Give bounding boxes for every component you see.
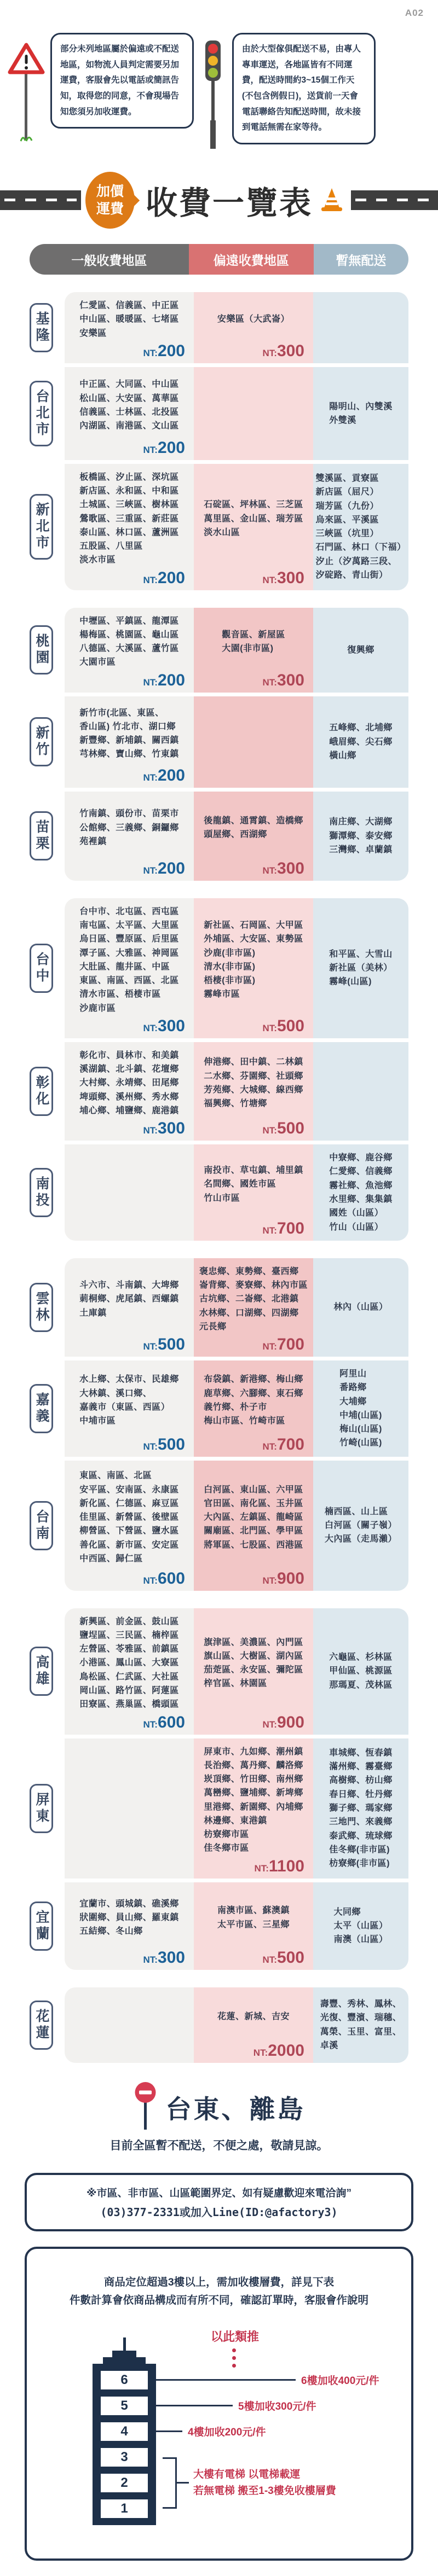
region-label: 新北市 (30, 494, 53, 560)
general-fee-cell-list: 仁愛區、信義區、中正區 中山區、暖暖區、七堵區 安樂區 (79, 301, 179, 338)
remote-fee-cell-list: 南投市、草屯鎮、埔里鎮 名間鄉、國姓市區 竹山市區 (204, 1166, 303, 1203)
no-delivery-cell-list: 陽明山、內雙溪 外雙溪 (329, 402, 393, 425)
general-fee-cell-price: NT:500 (143, 1435, 185, 1453)
general-fee-cell (65, 696, 194, 788)
remote-fee-cell-price: NT:300 (262, 671, 304, 689)
taitung-subtitle: 目前全區暫不配送，不便之處，敬請見諒。 (110, 2139, 328, 2152)
contact-note-box (25, 2173, 413, 2231)
traffic-cone-icon (319, 187, 344, 214)
header-general-area: 一般收費地區 (30, 244, 189, 275)
floor-fee-line1: 商品定位超過3樓以上，需加收樓層費，詳見下表 (103, 2276, 335, 2288)
general-fee-cell (65, 1144, 194, 1241)
elevator-note: 大樓有電梯 以電梯載運 若無電梯 搬至1-3樓免收樓層費 (193, 2468, 336, 2497)
general-fee-cell (65, 1987, 194, 2063)
general-fee-cell-list: 彰化市、員林市、和美鎮 溪湖鎮、北斗鎮、花壇鄉 大村鄉、永靖鄉、田尾鄉 埤頭鄉、溪州鄉、秀水鄉 埔心鄉、埔鹽鄉、鹿港鎮 (79, 1050, 179, 1115)
ellipsis-dots (232, 2348, 236, 2368)
remote-fee-cell (194, 292, 313, 363)
remote-fee-cell (194, 1144, 313, 1241)
remote-fee-cell-list: 屏東市、九如鄉、潮州鎮 長治鄉、萬丹鄉、麟洛鄉 崁頂鄉、竹田鄉、南州鄉 萬巒鄉、鹽埔鄉、新埤鄉 里港鄉、新園鄉、內埔鄉 林邊鄉、東港鎮 枋寮鄉市區 佳冬鄉市區 (204, 1747, 303, 1853)
region-label-cell (30, 1042, 65, 1141)
no-delivery-cell-list: 南庄鄉、大湖鄉 獅潭鄉、泰安鄉 三灣鄉、卓蘭鎮 (329, 817, 393, 854)
floor-4: 4 (101, 2422, 148, 2441)
badge-line1: 加價 (96, 183, 124, 199)
remote-fee-cell (194, 1738, 313, 1879)
general-fee-cell-price: NT:200 (143, 766, 185, 784)
floor-2: 2 (101, 2474, 148, 2492)
general-fee-cell-list: 板橋區、汐止區、深坑區 新店區、永和區、中和區 土城區、三峽區、樹林區 鶯歌區、三重區、新莊區 泰山區、林口區、蘆洲區 五股區、八里區 淡水市區 (79, 472, 179, 565)
no-delivery-cell (313, 898, 408, 1038)
region-label: 花蓮 (30, 2001, 53, 2050)
no-delivery-cell (313, 1608, 408, 1735)
region-row (30, 1042, 408, 1141)
no-entry-sign-icon (133, 2080, 158, 2135)
region-row (30, 1608, 408, 1735)
region-label: 嘉義 (30, 1384, 53, 1433)
floor-fee-box (25, 2247, 413, 2561)
remote-fee-cell-list: 石碇區、坪林區、三芝區 萬里區、金山區、瑞芳區 淡水山區 (204, 500, 303, 537)
remote-fee-cell (194, 1608, 313, 1735)
no-delivery-cell-list: 和平區、大雪山 新社區（美林） 霧峰(山區) (329, 949, 393, 987)
general-fee-cell-price: NT:300 (143, 1119, 185, 1138)
no-delivery-cell-list: 壽豐、秀林、鳳林、 光復、豐濱、瑞穗、 萬榮、玉里、富里、 卓溪 (320, 1999, 402, 2050)
general-fee-cell-price: NT:200 (143, 671, 185, 689)
remote-fee-cell (194, 464, 313, 590)
remote-fee-cell-list: 白河區、東山區、六甲區 官田區、南化區、玉井區 大內區、左鎮區、龍崎區 關廟區、北門區、學甲區 將軍區、七股區、西港區 (204, 1485, 303, 1550)
region-row (30, 1882, 408, 1970)
region-row (30, 1461, 408, 1591)
fee-annotation-5f: 5樓加收300元/件 (156, 2398, 316, 2414)
no-delivery-cell (313, 367, 408, 460)
no-delivery-cell (313, 696, 408, 788)
floor-5: 5 (101, 2397, 148, 2415)
general-fee-cell-list: 新竹市(北區、東區、 香山區) 竹北市、湖口鄉 新豐鄉、新埔鎮、關西鎮 芎林鄉、寶山鄉、竹東鎮 (79, 708, 179, 759)
general-fee-cell-price: NT:200 (143, 341, 185, 360)
no-delivery-cell (313, 608, 408, 693)
region-row (30, 1360, 408, 1457)
floor-3: 3 (101, 2448, 148, 2467)
general-fee-cell-list: 中壢區、平鎮區、龍潭區 楊梅區、桃園區、龜山區 八德區、大溪區、蘆竹區 大園市區 (79, 616, 179, 667)
building-icon (93, 2337, 156, 2525)
region-label: 高雄 (30, 1647, 53, 1696)
region-label-cell (30, 367, 65, 460)
traffic-light-icon (197, 38, 229, 152)
region-row (30, 464, 408, 590)
region-row (30, 292, 408, 363)
general-fee-cell-price: NT:600 (143, 1713, 185, 1731)
no-delivery-cell-list: 復興鄉 (347, 645, 374, 655)
region-label-cell (30, 792, 65, 881)
remote-fee-cell (194, 1042, 313, 1141)
region-label-cell (30, 464, 65, 590)
region-label-cell (30, 1360, 65, 1457)
remote-fee-cell-price: NT:700 (262, 1219, 304, 1237)
general-fee-cell-list: 斗六市、斗南鎮、大埤鄉 莿桐鄉、虎尾鎮、西螺鎮 土庫鎮 (79, 1281, 179, 1318)
header-remote-area: 偏遠收費地區 (189, 244, 314, 275)
general-fee-cell-price: NT:200 (143, 568, 185, 587)
road-graphic-left (0, 190, 81, 210)
region-label: 宜蘭 (30, 1902, 53, 1951)
general-fee-cell-list: 台中市、北屯區、西屯區 南屯區、太平區、大里區 烏日區、豐原區、后里區 潭子區、大雅區、神岡區 大肚區、龍井區、中區 東區、南區、西區、北區 清水市區、梧棲市區 沙鹿市區 (79, 906, 179, 1013)
no-delivery-cell (313, 1738, 408, 1879)
general-fee-cell (65, 1608, 194, 1735)
region-row (30, 1144, 408, 1241)
header-no-delivery: 暫無配送 (314, 244, 408, 275)
fee-table-header (30, 244, 408, 275)
remote-fee-cell-price: NT:700 (262, 1335, 304, 1354)
remote-fee-cell (194, 792, 313, 881)
remote-fee-cell (194, 608, 313, 693)
region-label-cell (30, 1258, 65, 1357)
floor-6: 6 (101, 2371, 148, 2389)
intro-section (0, 0, 438, 152)
region-label: 彰化 (30, 1067, 53, 1116)
remote-fee-cell-list: 南澳市區、蘇澳鎮 太平市區、三星鄉 (217, 1906, 290, 1929)
no-delivery-cell (313, 1882, 408, 1970)
general-fee-cell-list: 新興區、前金區、鼓山區 鹽埕區、三民區、楠梓區 左營區、苓雅區、前鎮區 小港區、鳳山區、大寮區 鳥松區、仁武區、大社區 岡山區、路竹區、阿蓮區 田寮區、燕巢區、橋頭區 (79, 1616, 179, 1709)
general-fee-cell (65, 792, 194, 881)
remote-fee-cell-price: NT:1100 (254, 1857, 304, 1875)
remote-fee-cell (194, 1360, 313, 1457)
general-fee-cell-list: 東區、南區、北區 安平區、安南區、永康區 新化區、仁德區、麻豆區 佳里區、新營區、後壁區 柳營區、下營區、鹽水區 善化區、新市區、安定區 中西區、歸仁區 (79, 1471, 179, 1563)
etc-label: 以此類推 (210, 2329, 259, 2344)
remote-fee-cell-price: NT:900 (262, 1569, 304, 1588)
region-label: 雲林 (30, 1283, 53, 1332)
remote-fee-cell-price: NT:300 (262, 859, 304, 877)
general-fee-cell-list: 水上鄉、太保市、民雄鄉 大林鎮、溪口鄉、 嘉義市（東區、西區） 中埔市區 (79, 1375, 179, 1426)
region-label: 新竹 (30, 717, 53, 766)
general-fee-cell (65, 1360, 194, 1457)
no-delivery-cell (313, 792, 408, 881)
remote-area-note: 部分未列地區屬於偏遠或不配送地區，如物流人員判定需要另加運費，客服會先以電話或簡訊告知，取得您的同意，不會現場告知您須另加收運費。 (50, 33, 194, 129)
delivery-time-note: 由於大型傢俱配送不易，由專人專車運送，各地區皆有不同運費，配送時間約3~15個工作天(不包含例假日)，送貨前一天會電話聯絡告知配送時間，故未接到電話無需在家等待。 (232, 33, 376, 144)
remote-fee-cell-list: 觀音區、新屋區 大園(非市區) (222, 630, 285, 654)
no-delivery-cell (313, 1144, 408, 1241)
no-delivery-cell (313, 1987, 408, 2063)
floor-fee-diagram (38, 2321, 400, 2536)
region-group (30, 292, 408, 590)
fee-table (30, 244, 408, 2063)
bracket-connector (177, 2482, 189, 2484)
remote-fee-cell-price: NT:900 (262, 1713, 304, 1731)
region-group (30, 898, 408, 1241)
general-fee-cell-price: NT:200 (143, 438, 185, 457)
remote-fee-cell-price: NT:2000 (253, 2041, 304, 2060)
general-fee-cell-list: 宜蘭市、頭城鎮、礁溪鄉 狀圍鄉、員山鄉、羅東鎮 五結鄉、冬山鄉 (79, 1899, 179, 1937)
region-label-cell (30, 292, 65, 363)
general-fee-cell (65, 1042, 194, 1141)
remote-fee-cell-list: 後龍鎮、通霄鎮、造橋鄉 頭屋鄉、西湖鄉 (204, 816, 303, 840)
no-delivery-cell-list: 中寮鄉、鹿谷鄉 仁愛鄉、信義鄉 霧社鄉、魚池鄉 水里鄉、集集鎮 國姓（山區） 竹山（山區） (329, 1153, 393, 1232)
contact-note-line2: (03)377-2331或加入Line(ID:@afactory3) (100, 2205, 338, 2219)
remote-fee-cell (194, 898, 313, 1038)
no-delivery-cell (313, 292, 408, 363)
floor-1: 1 (101, 2499, 148, 2518)
region-label-cell (30, 1738, 65, 1879)
general-fee-cell-list: 竹南鎮、頭份市、苗栗市 公館鄉、三義鄉、銅鑼鄉 苑裡鎮 (79, 809, 179, 846)
remote-fee-cell-price: NT:700 (262, 1435, 304, 1453)
region-group (30, 1987, 408, 2063)
remote-fee-cell-list: 花蓮、新城、吉安 (217, 2012, 290, 2022)
region-row (30, 1258, 408, 1357)
no-delivery-cell (313, 464, 408, 590)
remote-fee-cell-list: 布袋鎮、新港鄉、梅山鄉 鹿草鄉、六腳鄉、東石鄉 義竹鄉、朴子市 梅山市區、竹崎市區 (204, 1375, 303, 1426)
no-delivery-cell-list: 五峰鄉、北埔鄉 峨眉鄉、尖石鄉 橫山鄉 (329, 723, 393, 760)
badge-line2: 運費 (96, 201, 124, 217)
remote-fee-cell (194, 1882, 313, 1970)
region-label: 南投 (30, 1168, 53, 1217)
region-label-cell (30, 1987, 65, 2063)
no-delivery-cell (313, 1461, 408, 1591)
no-delivery-cell-list: 六龜區、杉林區 甲仙區、桃源區 那瑪夏、茂林區 (329, 1653, 393, 1690)
general-fee-cell-price: NT:300 (143, 1948, 185, 1967)
warning-sign-icon (7, 40, 47, 150)
road-graphic-right (351, 190, 438, 210)
general-fee-cell-price: NT:500 (143, 1335, 185, 1354)
general-fee-cell (65, 898, 194, 1038)
region-label-cell (30, 1144, 65, 1241)
page-code: A02 (405, 8, 424, 18)
general-fee-cell-price: NT:300 (143, 1016, 185, 1035)
region-label: 苗栗 (30, 811, 53, 860)
region-label: 基隆 (30, 303, 53, 352)
general-fee-cell (65, 1461, 194, 1591)
no-delivery-cell (313, 1042, 408, 1141)
general-fee-cell (65, 367, 194, 460)
page-title: 收費一覽表 (146, 185, 313, 221)
fee-table-rows (30, 292, 408, 2063)
remote-fee-cell-price: NT:500 (262, 1016, 304, 1035)
remote-fee-cell-list: 新社區、石岡區、大甲區 外埔區、大安區、東勢區 沙鹿(非市區) 清水(非市區) 梧棲(非市區) 霧峰市區 (204, 920, 303, 999)
region-group (30, 608, 408, 881)
remote-fee-cell (194, 696, 313, 788)
remote-fee-cell-list: 伸港鄉、田中鎮、二林鎮 二水鄉、芬園鄉、社頭鄉 芳苑鄉、大城鄉、線西鄉 福興鄉、竹塘鄉 (204, 1057, 303, 1109)
floor-fee-line2: 件數計算會依商品構成而有所不同，確認訂單時，客服會作說明 (69, 2294, 368, 2306)
no-delivery-cell-list: 楠西區、山上區 白河區（關子嶺） 大內區（走馬瀨） (324, 1507, 397, 1544)
fee-annotation-4f: 4樓加收200元/件 (156, 2423, 266, 2440)
remote-fee-cell-price: NT:500 (262, 1119, 304, 1138)
remote-fee-cell-list: 旗津區、美濃區、內門區 旗山區、大樹區、湖內區 茄萣區、永安區、彌陀區 梓官區、林園區 (204, 1637, 303, 1689)
region-label: 台北市 (30, 381, 53, 446)
general-fee-cell (65, 1882, 194, 1970)
title-band (0, 172, 438, 229)
extra-fee-badge (85, 172, 135, 229)
remote-fee-cell-list: 安樂區（大武崙） (217, 315, 290, 324)
remote-fee-cell-price: NT:300 (262, 341, 304, 360)
no-delivery-cell-list: 阿里山 番路鄉 大埔鄉 中埔(山區) 梅山(山區) 竹崎(山區) (339, 1369, 382, 1448)
region-label-cell (30, 608, 65, 693)
fee-annotation-6f: 6樓加收400元/件 (156, 2372, 379, 2388)
region-label-cell (30, 1608, 65, 1735)
no-delivery-cell (313, 1258, 408, 1357)
floors-1-3-bracket (163, 2457, 177, 2509)
taitung-title: 台東、離島 (165, 2094, 306, 2124)
region-label: 屏東 (30, 1784, 53, 1833)
general-fee-cell (65, 464, 194, 590)
region-group (30, 1608, 408, 1970)
region-row (30, 608, 408, 693)
general-fee-cell-list: 中正區、大同區、中山區 松山區、大安區、萬華區 信義區、士林區、北投區 內湖區、南港區、文山區 (79, 380, 179, 431)
no-delivery-cell-list: 林內（山區） (333, 1302, 388, 1312)
general-fee-cell (65, 1738, 194, 1879)
remote-fee-cell-list: 褒忠鄉、東勢鄉、臺西鄉 崙背鄉、麥寮鄉、林內市區 古坑鄉、二崙鄉、北港鎮 水林鄉、口湖鄉、四湖鄉 元長鄉 (199, 1266, 308, 1331)
general-fee-cell-price: NT:600 (143, 1569, 185, 1588)
region-group (30, 1258, 408, 1591)
region-row (30, 696, 408, 788)
remote-fee-cell-price: NT:500 (262, 1948, 304, 1967)
region-label: 台中 (30, 944, 53, 993)
region-label-cell (30, 1882, 65, 1970)
region-row (30, 792, 408, 881)
no-delivery-cell-list: 車城鄉、恆春鎮 滿州鄉、霧臺鄉 高樹鄉、枋山鄉 春日鄉、牡丹鄉 獅子鄉、瑪家鄉 三地門、來義鄉 泰武鄉、琉球鄉 佳冬鄉(非市區) 枋寮鄉(非市區) (329, 1748, 393, 1869)
no-delivery-cell-list: 雙溪區、貢寮區 新店區（屈尺） 瑞芳區（九份） 烏來區、平溪區 三峽區（坑里） 石門區、林口（下福） 汐止（汐萬路三段、 汐碇路、青山街） (315, 474, 406, 580)
contact-note-line1: ※市區、非市區、山區範圍界定、如有疑慮歡迎來電洽詢” (87, 2187, 351, 2199)
region-row (30, 1987, 408, 2063)
general-fee-cell-price: NT:200 (143, 859, 185, 877)
region-label-cell (30, 1461, 65, 1591)
region-label: 台南 (30, 1501, 53, 1550)
no-delivery-cell (313, 1360, 408, 1457)
general-fee-cell (65, 608, 194, 693)
general-fee-cell (65, 1258, 194, 1357)
remote-fee-cell (194, 1461, 313, 1591)
no-delivery-cell-list: 大同鄉 太平（山區） 南澳（山區） (333, 1907, 388, 1945)
region-row (30, 1738, 408, 1879)
general-fee-cell (65, 292, 194, 363)
remote-fee-cell (194, 1258, 313, 1357)
remote-fee-cell (194, 1987, 313, 2063)
region-label: 桃園 (30, 625, 53, 674)
region-row (30, 367, 408, 460)
region-label-cell (30, 898, 65, 1038)
remote-fee-cell (194, 367, 313, 460)
remote-fee-cell-price: NT:300 (262, 568, 304, 587)
taitung-section (0, 2080, 438, 2153)
region-row (30, 898, 408, 1038)
region-label-cell (30, 696, 65, 788)
